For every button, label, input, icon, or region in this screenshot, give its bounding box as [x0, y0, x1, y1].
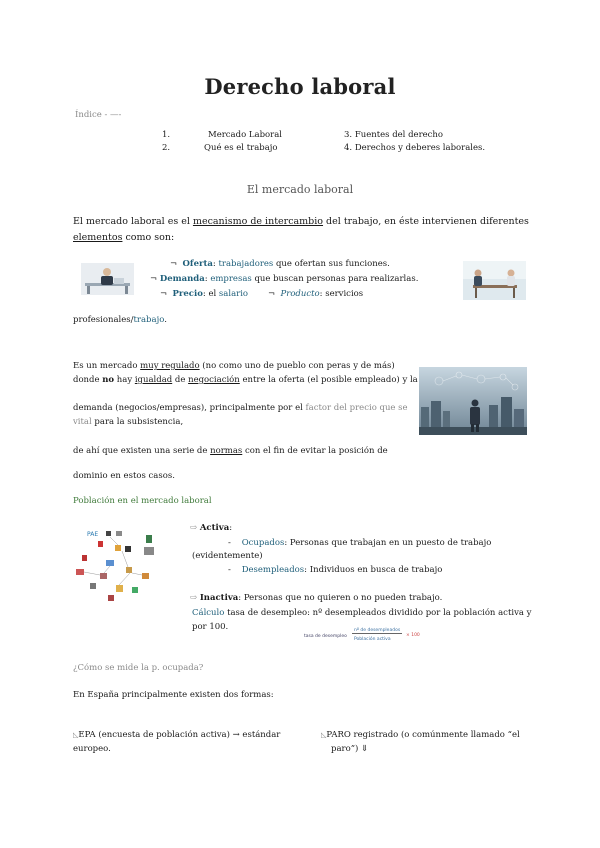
para2-line6: dominio en estos casos. [73, 471, 175, 481]
population-diagram-image [70, 527, 165, 607]
poblacion-heading: Población en el mercado laboral [73, 496, 212, 506]
index-item-3: 3. Fuentes del derecho [344, 130, 444, 140]
page-title: Derecho laboral [204, 74, 396, 99]
epa-line: ◺EPA (encuesta de población activa) → estándar [73, 730, 281, 740]
paro-checkbox-icon: ◺ [321, 731, 327, 739]
formula-denominator: Población activa [354, 637, 391, 642]
index-item-1-num: 1. [162, 130, 171, 140]
index-item-4: 4. Derechos y deberes laborales. [344, 143, 486, 153]
index-item-2-num: 2. [162, 143, 171, 153]
index-item-2: Qué es el trabajo [204, 143, 278, 153]
ocupados-line: - Ocupados: Personas que trabajan en un puesto de trabajo [228, 538, 492, 548]
medida-intro: En España principalmente existen dos formas: [73, 690, 274, 700]
worker-image [81, 263, 134, 295]
oferta-bullet: ¬ Oferta: trabajadores que ofertan sus funciones. [170, 259, 390, 269]
formula-numerator: nº de desempleados [354, 628, 401, 633]
city-businessman-image [419, 367, 527, 435]
precio-bullet: ¬ Precio: el salario [160, 289, 249, 299]
formula [304, 628, 424, 650]
inactiva-line: ⇨ Inactiva: Personas que no quieren o no pueden trabajo. [190, 593, 443, 603]
index-label: Índice - —- [75, 110, 122, 120]
svg-text:PAE: PAE [87, 531, 99, 538]
section-heading-mercado: El mercado laboral [246, 183, 354, 196]
activa-line: ⇨ Activa: [190, 523, 233, 533]
producto-bullet: ¬ Producto: servicios [268, 289, 364, 299]
medida-question: ¿Cómo se mide la p. ocupada? [73, 663, 204, 673]
calculo-continuation: por 100. [192, 622, 229, 632]
producto-continuation: profesionales/trabajo. [73, 315, 167, 325]
para2-line4: vital para la subsistencia, [73, 417, 184, 427]
demanda-bullet: ¬ Demanda: empresas que buscan personas para realizarlas. [150, 274, 419, 284]
desempleados-line: - Desempleados: Individuos en busca de trabajo [228, 565, 443, 575]
interview-image [463, 261, 526, 300]
intro-paragraph: El mercado laboral es el mecanismo de intercambio del trabajo, en éste intervienen diferentes elementos como son: [73, 216, 529, 243]
calculo-line: Cálculo tasa de desempleo: nº desempleados dividido por la población activa y [192, 608, 532, 618]
formula-multiplier: × 100 [406, 633, 420, 638]
formula-fraction-bar [352, 633, 402, 634]
paro-continuation: paro”) ⇓ [331, 744, 369, 754]
para2-line5: de ahí que existen una serie de normas con el fin de evitar la posición de [73, 446, 388, 456]
formula-left: tasa de desempleo [304, 634, 347, 639]
para2-line3: demanda (negocios/empresas), principalmente por el factor del precio que se [73, 403, 408, 413]
epa-checkbox-icon: ◺ [73, 731, 79, 739]
ocupados-continuation: (evidentemente) [192, 551, 263, 561]
index-item-1: Mercado Laboral [208, 130, 283, 140]
para2-line2: donde no hay igualdad de negociación entre la oferta (el posible empleado) y la [73, 375, 418, 385]
epa-continuation: europeo. [73, 744, 111, 754]
para2-line1: Es un mercado muy regulado (no como uno de pueblo con peras y de más) [73, 361, 395, 371]
paro-line: ◺PARO registrado (o comúnmente llamado “el [321, 730, 520, 740]
